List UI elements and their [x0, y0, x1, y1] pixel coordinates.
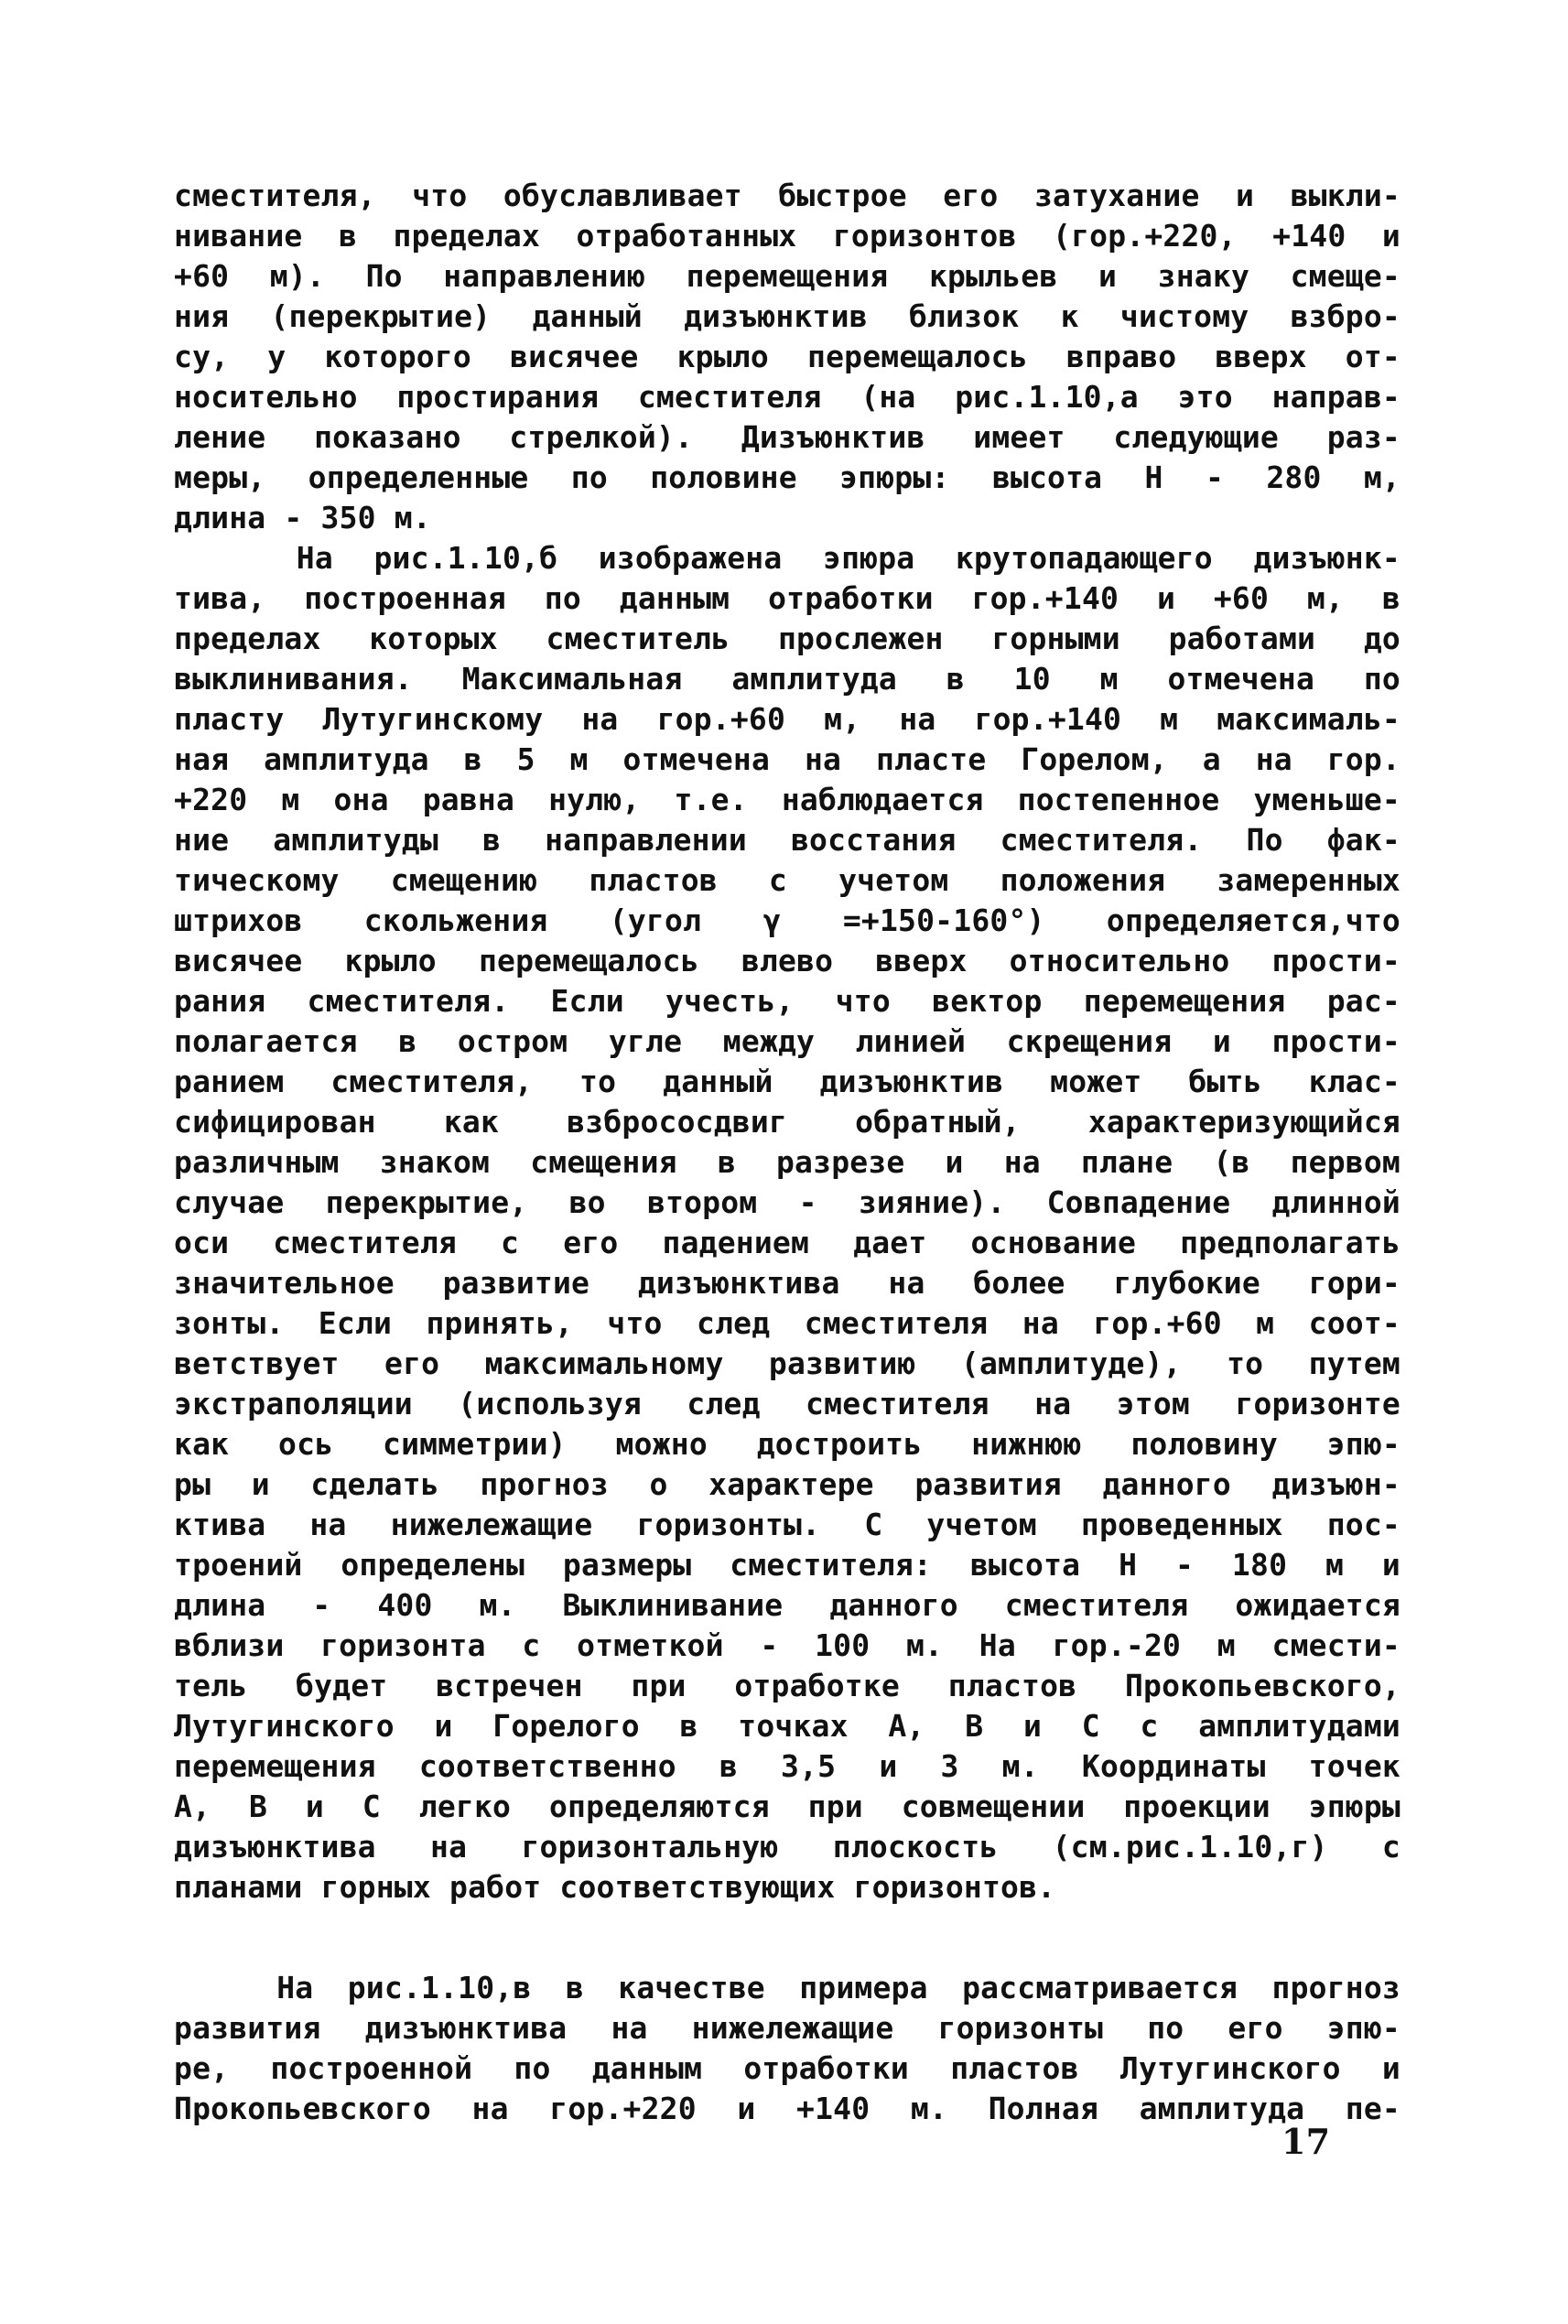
text-line: планами горных работ соответствующих горизонтов.	[174, 1869, 1056, 1905]
text-line: оси сместителя с его падением дает основание предполагать	[174, 1225, 1400, 1260]
text-line: На рис.1.10,б изображена эпюра крутопадающего дизъюнк-	[174, 540, 1400, 576]
text-line: ние амплитуды в направлении восстания сместителя. По фак-	[174, 822, 1400, 858]
text-line: Лутугинского и Горелого в точках А, В и С с амплитудами	[174, 1708, 1400, 1744]
text-line: носительно простирания сместителя (на рис.1.10,а это направ-	[174, 379, 1400, 415]
text-line: пласту Лутугинскому на гор.+60 м, на гор.+140 м максималь-	[174, 701, 1400, 737]
text-line: развития дизъюнктива на нижележащие горизонты по его эпю-	[174, 2010, 1400, 2046]
text-line: рания сместителя. Если учесть, что вектор перемещения рас-	[174, 983, 1400, 1019]
text-line: случае перекрытие, во втором - зияние). Совпадение длинной	[174, 1184, 1400, 1220]
text-line: тель будет встречен при отработке пластов Прокопьевского,	[174, 1668, 1400, 1703]
text-line: ветствует его максимальному развитию (амплитуде), то путем	[174, 1346, 1400, 1381]
text-line: полагается в остром угле между линией скрещения и прости-	[174, 1023, 1400, 1059]
text-line: экстраполяции (используя след сместителя на этом горизонте	[174, 1386, 1400, 1421]
text-line: ния (перекрытие) данный дизъюнктив близок к чистому взбро-	[174, 298, 1400, 334]
paragraph-3	[174, 1968, 1400, 2129]
text-line: дизъюнктива на горизонтальную плоскость (см.рис.1.10,г) с	[174, 1829, 1400, 1865]
text-line: штрихов скольжения (угол γ =+150-160°) определяется,что	[174, 903, 1400, 938]
text-line: А, В и С легко определяются при совмещении проекции эпюры	[174, 1789, 1400, 1824]
text-line: +220 м она равна нулю, т.е. наблюдается постепенное уменьше-	[174, 782, 1400, 817]
text-line: зонты. Если принять, что след сместителя на гор.+60 м соот-	[174, 1305, 1400, 1341]
text-line: меры, определенные по половине эпюры: высота Н - 280 м,	[174, 459, 1400, 495]
text-line: сифицирован как взбрососдвиг обратный, характеризующийся	[174, 1104, 1400, 1140]
text-line: как ось симметрии) можно достроить нижнюю половину эпю-	[174, 1426, 1400, 1462]
text-line: ре, построенной по данным отработки пластов Лутугинского и	[174, 2050, 1400, 2086]
paragraph-1	[174, 176, 1400, 538]
text-line: длина - 400 м. Выклинивание данного сместителя ожидается	[174, 1587, 1400, 1623]
text-line: троений определены размеры сместителя: высота Н - 180 м и	[174, 1547, 1400, 1583]
text-line: ктива на нижележащие горизонты. С учетом проведенных пос-	[174, 1507, 1400, 1542]
text-line: различным знаком смещения в разрезе и на плане (в первом	[174, 1144, 1400, 1180]
text-line: тива, построенная по данным отработки гор.+140 и +60 м, в	[174, 580, 1400, 616]
text-line: Прокопьевского на гор.+220 и +140 м. Полная амплитуда пе-	[174, 2091, 1400, 2126]
text-line: ранием сместителя, то данный дизъюнктив может быть клас-	[174, 1064, 1400, 1099]
text-line: ры и сделать прогноз о характере развития данного дизъюн-	[174, 1466, 1400, 1502]
text-line: +60 м). По направлению перемещения крыльев и знаку смеще-	[174, 258, 1400, 294]
text-line: нивание в пределах отработанных горизонтов (гор.+220, +140 и	[174, 218, 1400, 254]
text-line: су, у которого висячее крыло перемещалось вправо вверх от-	[174, 339, 1400, 374]
paragraph-2	[174, 538, 1400, 1908]
text-line: выклинивания. Максимальная амплитуда в 10 м отмечена по	[174, 661, 1400, 697]
text-line: висячее крыло перемещалось влево вверх относительно прости-	[174, 943, 1400, 978]
text-line: сместителя, что обуславливает быстрое его затухание и выкли-	[174, 178, 1400, 213]
text-line: ление показано стрелкой). Дизъюнктив имеет следующие раз-	[174, 419, 1400, 455]
text-line: ная амплитуда в 5 м отмечена на пласте Горелом, а на гор.	[174, 741, 1400, 777]
text-line: тическому смещению пластов с учетом положения замеренных	[174, 862, 1400, 898]
text-line: пределах которых сместитель прослежен горными работами до	[174, 621, 1400, 656]
text-line: перемещения соответственно в 3,5 и 3 м. Координаты точек	[174, 1748, 1400, 1784]
text-line: вблизи горизонта с отметкой - 100 м. На гор.-20 м смести-	[174, 1627, 1400, 1663]
text-line: значительное развитие дизъюнктива на более глубокие гори-	[174, 1265, 1400, 1301]
text-line: длина - 350 м.	[174, 500, 431, 535]
text-line: На рис.1.10,в в качестве примера рассматривается прогноз	[174, 1970, 1400, 2005]
page-number: 17	[1281, 2121, 1331, 2162]
